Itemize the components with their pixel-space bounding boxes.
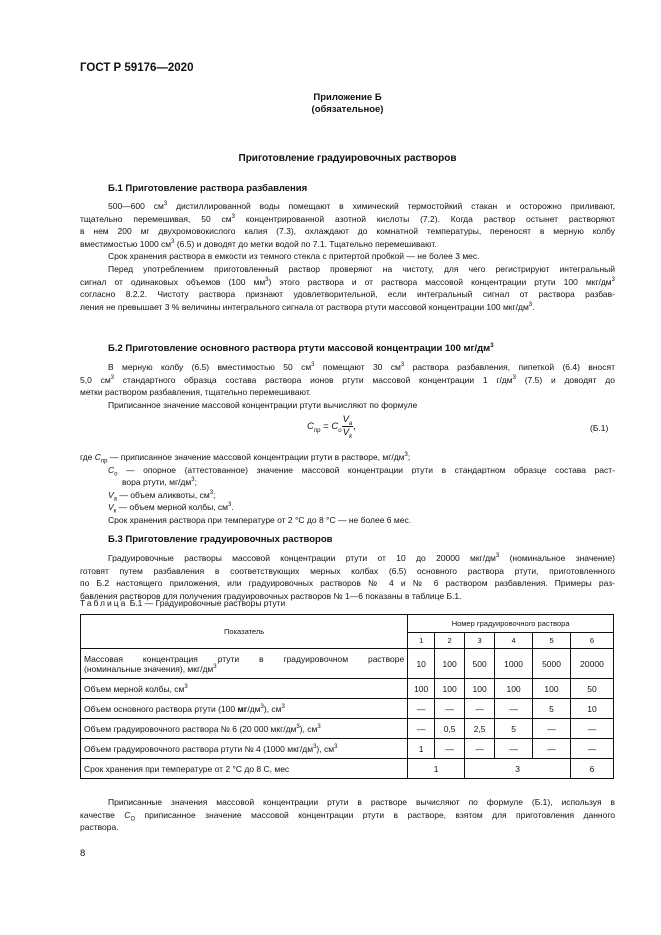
- table-b1: [80, 614, 614, 779]
- table-row-label: Объем основного раствора ртути (100 $мг/дм^3$), $см^3$: [81, 699, 408, 719]
- section-b1-paragraph-2: Срок хранения раствора в емкости из темного стекла с притертой пробкой — не более 3 мес.: [108, 251, 480, 261]
- table-cell: 5: [533, 699, 571, 719]
- table-cell: —: [533, 739, 571, 759]
- table-row-label: Объем градуировочного раствора ртути № 4 (1000 мкг/$дм^3$), $см^3$: [81, 739, 408, 759]
- table-cell: —: [408, 719, 435, 739]
- table-col-header: 2: [435, 633, 465, 649]
- page-number: 8: [80, 848, 86, 859]
- table-cell: 100: [495, 679, 533, 699]
- section-b3-paragraph-1: Градуировочные растворы массовой концентрации ртути от 10 до 20000 мкг/$дм^3$ (номинальное значение) готовят путем разбавления в соответствующих мерных колбах (6.5) основного раствора ртути, приготовленного по Б.2 настоящего приложения, или градуировочных растворов № 4 и № 6 раствором разбавления. Примеры раз- бавления растворов для получения градуировочных растворов № 1—6 показаны в таблице Б.1.: [80, 553, 615, 601]
- section-b2-title: Б.2 Приготовление основного раствора ртути массовой концентрации 100 $мг/дм^3$: [108, 342, 494, 354]
- table-col-header: 6: [571, 633, 614, 649]
- table-cell: —: [571, 739, 614, 759]
- table-cell: 5: [495, 719, 533, 739]
- table-cell: 5000: [533, 649, 571, 679]
- table-cell: 2,5: [465, 719, 495, 739]
- table-cell: 1: [408, 759, 465, 779]
- table-header-indicator: Показатель: [81, 615, 408, 649]
- section-b1-title: Б.1 Приготовление раствора разбавления: [108, 183, 308, 194]
- table-cell: —: [465, 699, 495, 719]
- table-col-header: 1: [408, 633, 435, 649]
- table-cell: 6: [571, 759, 614, 779]
- table-row: [81, 759, 614, 779]
- table-row: [81, 699, 614, 719]
- formula-where-list: где $C_{пр}$ — приписанное значение массовой концентрации ртути в растворе, $мг/дм^3$; $C_o$ — опорное (аттестованное) значение массовой концентрации ртути в стандартном образце состава раст- вора ртути, $мг/дм^3$; $V_a$ — объем аликвоты, $см^3$; $V_к$ — объем мерной колбы, $см^3$.: [80, 452, 615, 515]
- table-row: [81, 649, 614, 679]
- table-cell: 100: [435, 679, 465, 699]
- table-row: [81, 679, 614, 699]
- table-row-label: Срок хранения при температуре от 2 °С до 8 С, мес: [81, 759, 408, 779]
- table-cell: 500: [465, 649, 495, 679]
- table-cell: —: [571, 719, 614, 739]
- main-title: Приготовление градуировочных растворов: [238, 153, 457, 164]
- table-cell: —: [408, 699, 435, 719]
- table-cell: —: [435, 739, 465, 759]
- table-row-label: Объем градуировочного раствора № 6 (20 000 мкг/$дм^3$), $см^3$: [81, 719, 408, 739]
- section-b1-paragraph-1: 500—600 $см^3$ дистиллированной воды помещают в химический термостойкий стакан и осторожно приливают, тщательно перемешивая, 50 $см^3$ концентрированной азотной кислоты (7.2). Когда раствор остынет растворяют в нем 200 мг двухромовокислого калия (7.3), охлаждают до комнатной температуры, переносят в мерную колбу вместимостью 1000 $см^3$ (6.5) и доводят до метки водой по 7.1. Тщательно перемешивают.: [80, 201, 615, 249]
- table-col-header: 4: [495, 633, 533, 649]
- table-row-label: Массовая концентрация ртути в градуировочном растворе (номинальные значения), мкг/$дм^3$: [81, 649, 408, 679]
- table-row: [81, 739, 614, 759]
- table-cell: —: [465, 739, 495, 759]
- table-caption: Таблица Б.1 — Градуировочные растворы ртути: [80, 598, 286, 608]
- table-cell: 50: [571, 679, 614, 699]
- table-cell: —: [435, 699, 465, 719]
- closing-paragraph: Приписанные значения массовой концентрации ртути в растворе вычисляют по формуле (Б.1), используя в качестве $C_O$ приписанное значение массовой концентрации ртути в растворе, взятом для приготовления данного раствора.: [80, 797, 615, 832]
- table-cell: 3: [465, 759, 571, 779]
- section-b2-paragraph-2: Приписанное значение массовой концентрации ртути вычисляют по формуле: [108, 400, 418, 410]
- section-b3-title: Б.3 Приготовление градуировочных растворов: [108, 534, 333, 545]
- table-cell: 100: [408, 679, 435, 699]
- table-cell: 10: [571, 699, 614, 719]
- table-header-group: Номер градуировочного раствора: [408, 615, 614, 633]
- appendix-title: Приложение Б: [313, 92, 382, 103]
- section-b1-paragraph-3: Перед употреблением приготовленный раствор проверяют на чистоту, для чего регистрируют интегральный сигнал от одинаковых объемов (100 $мм^3$) этого раствора и от раствора массовой концентрации ртути 100 мкг/$дм^3$ согласно 8.2.2. Чистоту раствора признают удовлетворительной, если интегральный сигнал от раствора разбав- ления не превышает 3 % величины интегрального сигнала от раствора ртути массовой концентрации 100 мкг/$дм^3$.: [80, 264, 615, 312]
- appendix-note: (обязательное): [311, 104, 384, 115]
- table-row: [81, 719, 614, 739]
- table-cell: 1000: [495, 649, 533, 679]
- table-cell: 0,5: [435, 719, 465, 739]
- section-b2-paragraph-3: Срок хранения раствора при температуре от 2 °С до 8 °С — не более 6 мес.: [108, 515, 412, 525]
- table-cell: 1: [408, 739, 435, 759]
- table-cell: 100: [435, 649, 465, 679]
- formula-b1: $C_{пр} = C_o$ $\frac{V_a}{V_k}$ ,: [307, 414, 356, 440]
- table-row-label: Объем мерной колбы, $см^3$: [81, 679, 408, 699]
- table-col-header: 5: [533, 633, 571, 649]
- table-cell: —: [495, 699, 533, 719]
- table-cell: 100: [533, 679, 571, 699]
- table-cell: 20000: [571, 649, 614, 679]
- table-cell: —: [533, 719, 571, 739]
- section-b2-paragraph-1: В мерную колбу (6.5) вместимостью 50 $см^3$ помещают 30 $см^3$ раствора разбавления, пипеткой (6.4) вносят 5,0 $см^3$ стандартного образца состава раствора ионов ртути массовой концентрации 1 $г/дм^3$ (7.5) и доводят до метки раствором разбавления, тщательно перемешивают.: [80, 362, 615, 397]
- formula-number: (Б.1): [590, 423, 609, 433]
- standard-number: ГОСТ Р 59176—2020: [80, 62, 194, 74]
- table-cell: 100: [465, 679, 495, 699]
- table-col-header: 3: [465, 633, 495, 649]
- table-cell: 10: [408, 649, 435, 679]
- table-cell: —: [495, 739, 533, 759]
